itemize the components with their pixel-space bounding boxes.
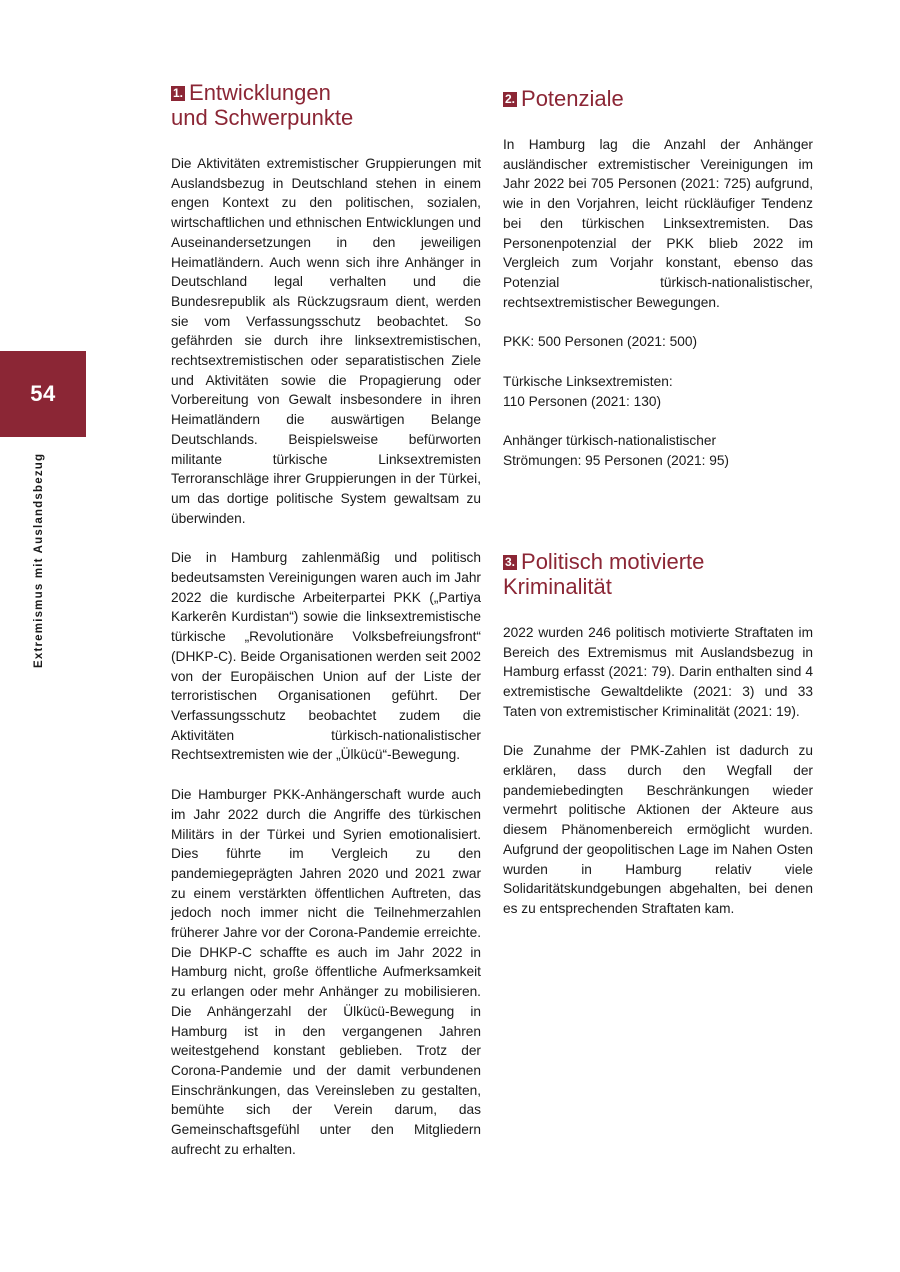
section-1-heading bbox=[171, 80, 481, 130]
section-1-paragraph-1: Die Aktivitäten extremistischer Gruppierungen mit Auslandsbezug in Deutschland stehen in einem engen Kontext zu den politischen, sozialen, wirtschaftlichen und ethnischen Entwicklungen und Auseinandersetzungen in den jeweiligen Heimatländern. Auch wenn sich ihre Anhänger in Deutschland legal verhalten und die Bundesrepublik als Rückzugsraum dient, werden sie vom Verfassungsschutz beobachtet. So gefährden sie durch ihre linksextremistischen, rechtsextremistischen oder separatistischen Ziele und Aktivitäten sowie die Propagierung oder Vorbereitung von Gewalt insbesondere in ihren Heimatländern die auswärtigen Belange Deutschlands. Beispielsweise befürworten militante türkische Linksextremisten Terroranschläge ihrer Gruppierungen in der Türkei, um das dortige politische System gewaltsam zu überwinden. bbox=[171, 156, 481, 526]
section-3-badge: 3. bbox=[505, 554, 516, 569]
section-1-title-line2: und Schwerpunkte bbox=[171, 105, 354, 130]
section-1-badge: 1. bbox=[173, 86, 184, 100]
stat-nat-label: Anhänger türkisch-nationalistischer bbox=[503, 433, 717, 449]
section-2-heading bbox=[503, 86, 813, 111]
section-1-title-line1: Entwicklungen bbox=[189, 80, 331, 105]
chapter-side-label: Extremismus mit Auslandsbezug bbox=[33, 452, 45, 668]
right-column bbox=[503, 86, 813, 919]
page-number-tab bbox=[0, 351, 86, 437]
section-1-paragraph-3: Die Hamburger PKK-Anhängerschaft wurde auch im Jahr 2022 durch die Angriffe des türkischen Militärs in der Türkei und Syrien emotionalisiert. Dies führte im Vergleich zu den pandemiegeprägten Jahren 2020 und 2021 zwar zu einem verstärkten öffentlichen Auftreten, das jedoch noch immer nicht die Teilnehmerzahlen früherer Jahre vor der Corona-Pandemie erreichte. Die DHKP-C schaffte es auch im Jahr 2022 in Hamburg nicht, große öffentliche Aufmerksamkeit zu erlangen oder mehr Anhänger zu mobilisieren. Die Anhängerzahl der Ülkücü-Bewegung in Hamburg ist in den vergangenen Jahren weitestgehend konstant geblieben. Trotz der Corona-Pandemie und der damit verbundenen Einschränkungen, das Vereinsleben zu gestalten, bemühte sich der Verein darum, das Gemeinschaftsgefühl unter den Mitgliedern aufrecht zu erhalten. bbox=[171, 787, 481, 1157]
section-3-heading bbox=[503, 549, 813, 599]
stat-nat-value: Strömungen: 95 Personen (2021: 95) bbox=[503, 453, 729, 469]
section-2-intro: In Hamburg lag die Anzahl der Anhänger ausländischer extremistischer Vereinigungen im Jahr 2022 bei 705 Personen (2021: 725) aufgrund, wie in den Vorjahren, leicht rückläufiger Tendenz bei den türkischen Linksextremisten. Das Personenpotenzial der PKK blieb 2022 im Vergleich zum Vorjahr konstant, ebenso das Potenzial türkisch-nationalistischer, rechtsextremistischer Bewegungen. bbox=[503, 137, 813, 310]
stat-nationalists bbox=[503, 431, 813, 470]
stat-pkk: PKK: 500 Personen (2021: 500) bbox=[503, 334, 698, 350]
section-3-title-line2: Kriminalität bbox=[503, 573, 612, 599]
stat-left-extremists bbox=[503, 372, 813, 411]
section-1-paragraph-2: Die in Hamburg zahlenmäßig und politisch bedeutsamsten Vereinigungen waren auch im Jahr 2022 die kurdische Arbeiterpartei PKK („Partiya Karkerên Kurdistan“) sowie die linksextremistische türkische „Revolutionäre Volksbefreiungsfront“ (DHKP-C). Beide Organisationen werden seit 2002 von der Europäischen Union auf der Liste der terroristischen Organisationen geführt. Der Verfassungsschutz beobachtet zudem die Aktivitäten türkisch-nationalistischer Rechtsextremisten wie der „Ülkücü“-Bewegung. bbox=[171, 550, 481, 763]
section-2-title: Potenziale bbox=[521, 86, 624, 111]
section-3 bbox=[503, 549, 813, 919]
section-2-badge: 2. bbox=[505, 92, 516, 106]
stat-left-label: Türkische Linksextremisten: bbox=[503, 374, 673, 390]
section-3-title-line1: Politisch motivierte bbox=[521, 548, 705, 574]
section-3-paragraph-2: Die Zunahme der PMK-Zahlen ist dadurch zu erklären, dass durch den Wegfall der pandemiebedingten Beschränkungen wieder vermehrt politische Aktionen der Akteure aus diesem Phänomenbereich ermöglicht wurden. Aufgrund der geopolitischen Lage im Nahen Osten wurden in Hamburg relativ viele Solidaritätskundgebungen abgehalten, bei denen es zu entsprechenden Straftaten kam. bbox=[503, 743, 813, 916]
left-column bbox=[171, 80, 481, 1159]
page-number: 54 bbox=[30, 381, 56, 406]
stat-left-value: 110 Personen (2021: 130) bbox=[503, 393, 662, 409]
section-3-paragraph-1: 2022 wurden 246 politisch motivierte Straftaten im Bereich des Extremismus mit Auslandsbezug in Hamburg erfasst (2021: 79). Darin enthalten sind 4 extremistische Gewaltdelikte (2021: 3) und 33 Taten von extremistischer Kriminalität (2021: 19). bbox=[503, 624, 813, 719]
